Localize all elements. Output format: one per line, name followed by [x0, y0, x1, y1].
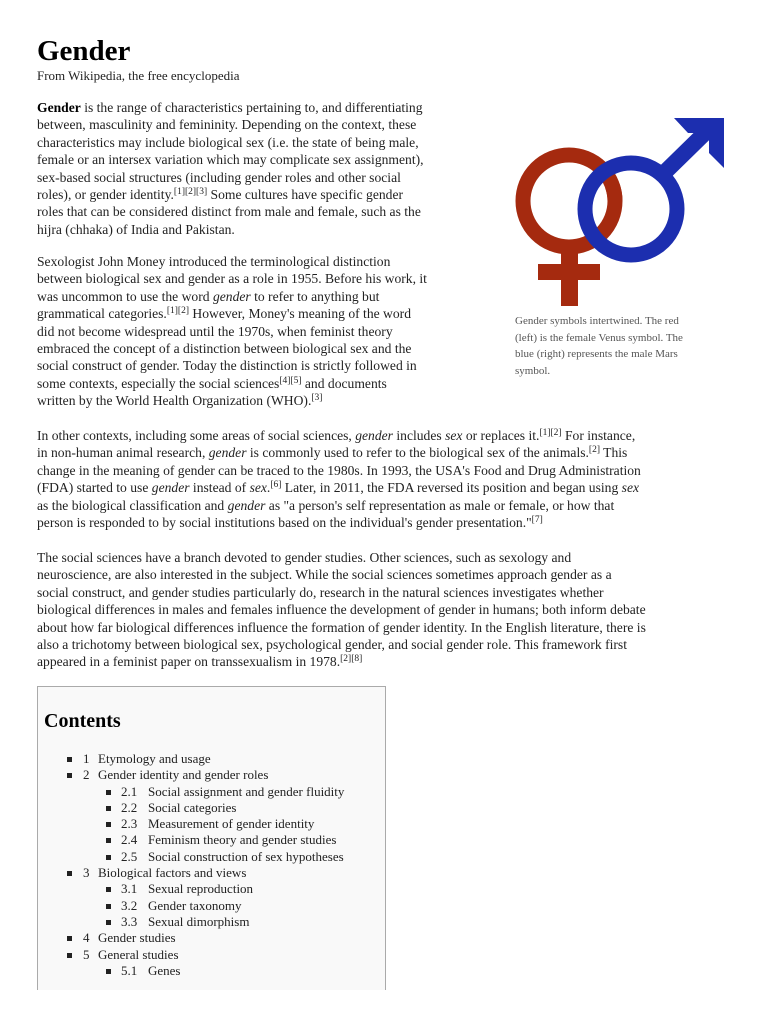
- text-run: person is responded to by social institutions based on the individual's gender presentation.": [37, 515, 532, 531]
- toc-link[interactable]: Social categories: [148, 799, 237, 815]
- page-title: Gender: [37, 35, 131, 67]
- toc-link[interactable]: Measurement of gender identity: [148, 816, 315, 832]
- text-run: social construct, and gender studies particularly do, research in the natural sciences investigates whether: [37, 584, 604, 600]
- text-run: appeared in a feminist paper on transsexualism in 1978.: [37, 654, 341, 670]
- toc-number: 1: [83, 751, 90, 766]
- text-line: [37, 619, 735, 636]
- text-run: Some cultures have specific gender: [207, 187, 404, 203]
- text-line: [37, 427, 735, 444]
- text-line: [37, 340, 485, 357]
- text-line: [37, 305, 485, 322]
- text-run: about how far biological differences influence the formation of gender identity. In the English literature, there is: [37, 619, 646, 635]
- toc-number: 4: [83, 930, 90, 946]
- intro-paragraph-4: [37, 549, 735, 671]
- text-run: between, masculinity and femininity. Depending on the context, these: [37, 117, 417, 133]
- text-run: neuroscience, are also interested in the subject. While the social sciences sometimes approach gender as a: [37, 567, 612, 583]
- bold-term: Gender: [37, 100, 81, 115]
- citation-link[interactable]: [4][5]: [279, 375, 302, 386]
- image-caption: [515, 313, 730, 379]
- bullet-icon: [106, 822, 111, 827]
- bullet-icon: [67, 953, 72, 958]
- toc-number: 2: [83, 767, 90, 783]
- bullet-icon: [67, 757, 72, 762]
- caption-line: symbol.: [515, 364, 551, 377]
- italic-term: gender: [355, 428, 393, 443]
- text-run: (FDA) started to use: [37, 480, 152, 496]
- toc-number: 3.3: [121, 913, 138, 929]
- text-run: .: [266, 480, 271, 496]
- toc-link[interactable]: Sexual dimorphism: [148, 913, 250, 929]
- text-run: biological differences in males and females influence the development of gender in humans; both inform debate: [37, 602, 646, 618]
- citation-link[interactable]: [1][2]: [539, 428, 562, 438]
- toc-link[interactable]: Biological factors and views: [98, 865, 247, 881]
- text-run: in non-human animal research,: [37, 445, 209, 461]
- text-line: [37, 584, 735, 601]
- text-line: [37, 549, 735, 566]
- text-line: [37, 323, 485, 340]
- toc-number: 3.2: [121, 897, 138, 913]
- text-line: [37, 462, 735, 479]
- venus-overlap-segment: [612, 186, 615, 201]
- text-line: [37, 221, 483, 238]
- intro-paragraph-1: [37, 99, 483, 238]
- text-line: [37, 444, 735, 461]
- text-run: or replaces it.: [462, 428, 540, 443]
- text-run: between biological sex and gender as a role in 1955. Before his work, it: [37, 271, 427, 287]
- text-run: female or an intersex variation which may complicate sex assignment),: [37, 152, 424, 168]
- text-run: The social sciences have a branch devoted to gender studies. Other sciences, such as sexology and: [37, 550, 572, 565]
- toc-title: Contents: [44, 710, 121, 732]
- bullet-icon: [106, 790, 111, 795]
- bullet-icon: [106, 806, 111, 811]
- citation-link[interactable]: [6]: [270, 480, 282, 491]
- text-line: [37, 375, 485, 392]
- bullet-icon: [67, 936, 72, 941]
- toc-link[interactable]: Feminism theory and gender studies: [148, 832, 337, 848]
- text-run: This: [599, 445, 628, 461]
- text-run: embraced the concept of a distinction between biological sex and the: [37, 341, 412, 357]
- text-line: [37, 566, 735, 583]
- text-line: [37, 203, 483, 220]
- text-line: [37, 116, 483, 133]
- text-run: as the biological classification and: [37, 497, 228, 513]
- text-line: [37, 270, 485, 287]
- text-line: [37, 636, 735, 653]
- text-run: Sexologist John Money introduced the terminological distinction: [37, 254, 391, 269]
- toc-number: 2.4: [121, 832, 138, 848]
- caption-line: Gender symbols intertwined. The red: [515, 315, 679, 327]
- text-run: roles), or gender identity.: [37, 187, 174, 203]
- italic-term: gender: [151, 480, 190, 496]
- page-tagline: From Wikipedia, the free encyclopedia: [37, 68, 240, 83]
- text-run: written by the World Health Organization (WHO).: [37, 393, 312, 409]
- toc-link[interactable]: Gender identity and gender roles: [98, 767, 269, 783]
- text-run: is commonly used to refer to the biological sex of the animals.: [246, 445, 589, 461]
- text-run: grammatical categories.: [37, 306, 167, 322]
- toc-link[interactable]: Social construction of sex hypotheses: [148, 848, 344, 864]
- text-line: [37, 253, 485, 270]
- caption-line: (left) is the female Venus symbol. The: [515, 331, 683, 344]
- text-line: [37, 151, 483, 168]
- toc-link[interactable]: Gender studies: [98, 930, 176, 946]
- gender-symbols-image[interactable]: [512, 114, 728, 308]
- italic-term: gender: [212, 288, 251, 304]
- text-run: roles that can be considered distinct from male and female, such as the: [37, 204, 421, 220]
- text-line: [37, 99, 483, 116]
- text-run: to refer to anything but: [250, 288, 380, 304]
- toc-number: 5.1: [121, 962, 138, 978]
- toc-number: 2.2: [121, 799, 138, 815]
- italic-term: sex: [445, 428, 463, 443]
- text-run: is the range of characteristics pertaining to, and differentiating: [80, 100, 423, 115]
- toc-number: 3: [83, 865, 90, 881]
- bullet-icon: [106, 920, 111, 925]
- toc-number: 5: [83, 946, 90, 962]
- citation-link[interactable]: [3]: [311, 393, 323, 404]
- text-run: Later, in 2011, the FDA reversed its position and began using: [281, 480, 622, 496]
- citation-link[interactable]: [1][2][3]: [173, 187, 208, 198]
- text-line: [37, 392, 485, 409]
- text-run: some contexts, especially the social sciences: [37, 375, 280, 391]
- bullet-icon: [106, 838, 111, 843]
- text-run: instead of: [189, 480, 250, 496]
- toc-link[interactable]: Genes: [148, 962, 181, 978]
- toc-link[interactable]: Sexual reproduction: [148, 881, 254, 897]
- text-line: [37, 479, 735, 496]
- caption-line: blue (right) represents the male Mars: [515, 348, 678, 360]
- text-run: and documents: [301, 375, 387, 391]
- toc-link[interactable]: General studies: [98, 946, 179, 962]
- table-of-contents: [37, 686, 386, 990]
- bullet-icon: [106, 855, 111, 860]
- toc-link[interactable]: Social assignment and gender fluidity: [148, 783, 345, 799]
- italic-term: sex: [621, 480, 640, 496]
- text-run: social construct of gender. Today the distinction is strictly followed in: [37, 358, 417, 374]
- toc-number: 3.1: [121, 881, 138, 897]
- citation-link[interactable]: [1][2]: [166, 306, 189, 317]
- bullet-icon: [106, 904, 111, 909]
- text-run: did not become widespread until the 1970s, when feminist theory: [37, 323, 393, 339]
- text-run: was uncommon to use the word: [37, 288, 213, 304]
- text-run: as "a person's self representation as male or female, or how that: [265, 497, 615, 513]
- text-line: [37, 169, 483, 186]
- italic-term: sex: [249, 480, 267, 496]
- intro-paragraph-2: [37, 253, 485, 410]
- text-line: [37, 357, 485, 374]
- text-run: hijra (chhaka) of India and Pakistan.: [37, 221, 235, 237]
- text-run: In other contexts, including some areas of social sciences,: [37, 428, 356, 443]
- citation-link[interactable]: [7]: [531, 515, 543, 526]
- text-run: For instance,: [561, 428, 636, 443]
- italic-term: gender: [208, 445, 247, 461]
- text-line: [37, 514, 735, 531]
- text-line: [37, 497, 735, 514]
- text-line: [37, 288, 485, 305]
- bullet-icon: [106, 969, 111, 974]
- text-run: characteristics may include biological sex (i.e. the state of being male,: [37, 134, 419, 150]
- toc-number: 2.3: [121, 816, 138, 832]
- intro-paragraph-3: [37, 427, 735, 531]
- text-line: [37, 186, 483, 203]
- toc-link[interactable]: Etymology and usage: [98, 751, 211, 766]
- citation-link[interactable]: [2]: [588, 445, 600, 456]
- bullet-icon: [106, 887, 111, 892]
- text-run: sex-based social structures (including gender roles and other social: [37, 169, 401, 185]
- text-run: also a trichotomy between biological sex, psychological gender, and social gender role. This framework first: [37, 637, 627, 653]
- bullet-icon: [67, 871, 72, 876]
- text-line: [37, 601, 735, 618]
- text-run: includes: [392, 428, 446, 443]
- italic-term: gender: [227, 497, 266, 513]
- toc-link[interactable]: Gender taxonomy: [148, 897, 242, 913]
- text-run: change in the meaning of gender can be traced to the 1980s. In 1993, the USA's Food and Drug Administration: [37, 462, 641, 478]
- text-run: However, Money's meaning of the word: [189, 306, 411, 322]
- bullet-icon: [67, 773, 72, 778]
- text-line: [37, 653, 735, 670]
- toc-number: 2.5: [121, 848, 138, 864]
- toc-number: 2.1: [121, 783, 138, 799]
- citation-link[interactable]: [2][8]: [340, 654, 363, 665]
- text-line: [37, 134, 483, 151]
